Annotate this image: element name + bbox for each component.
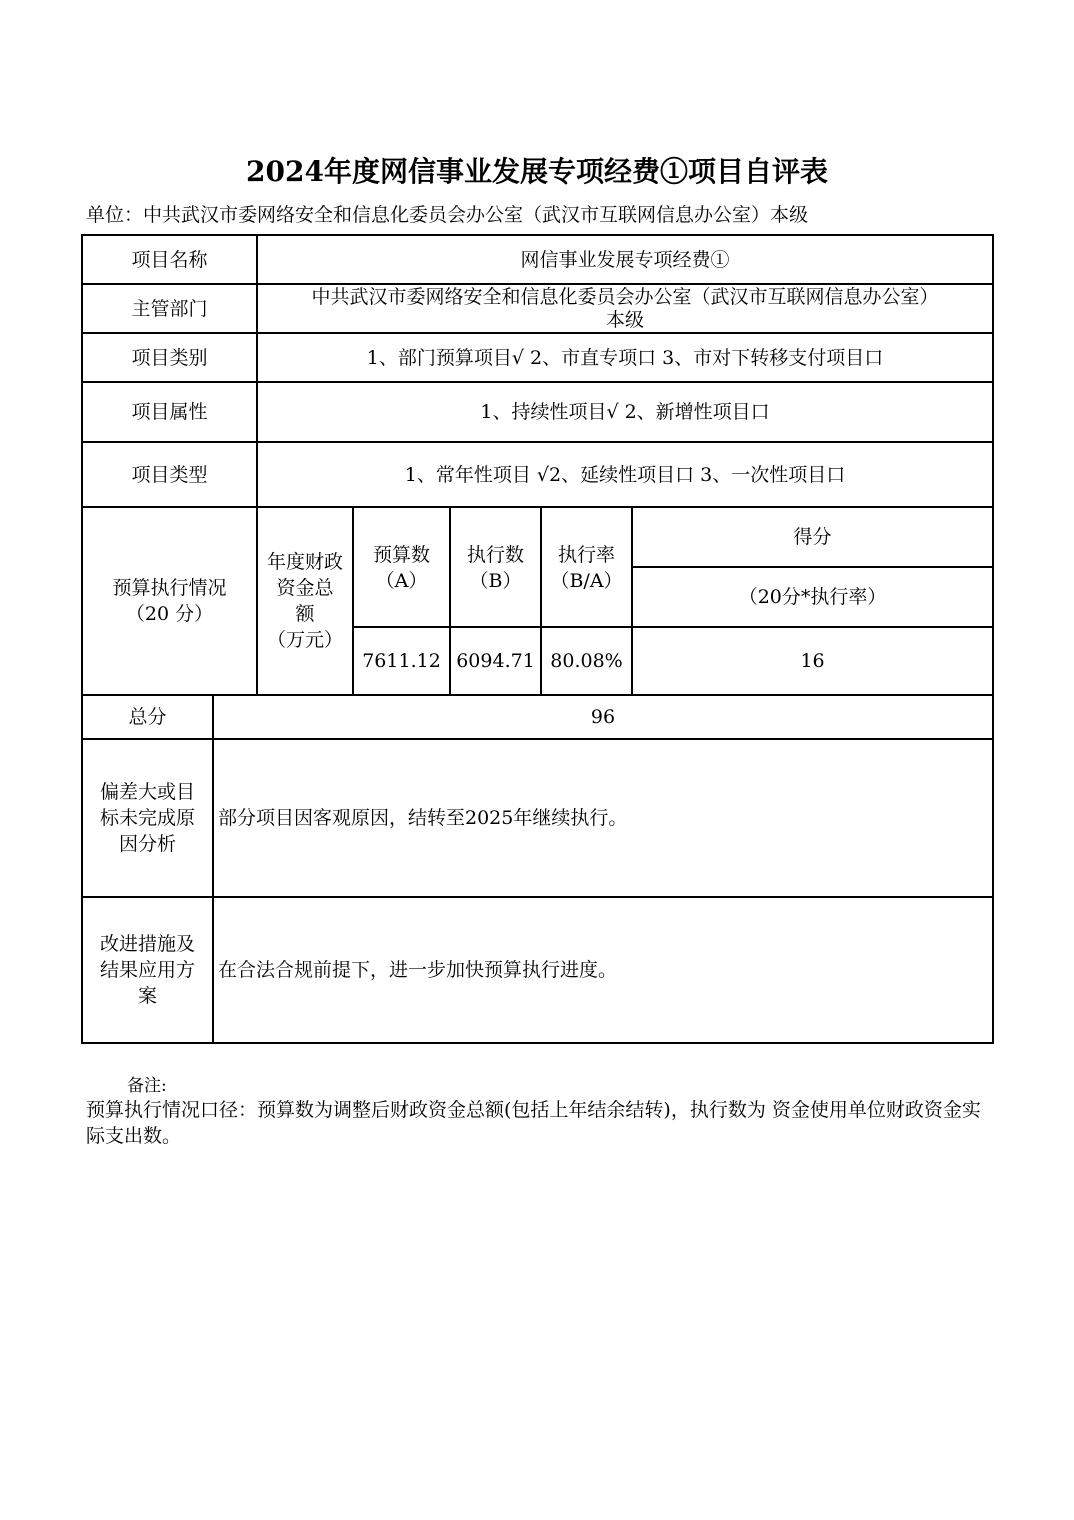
rate-value: 80.08%	[541, 627, 632, 695]
note-text: 预算执行情况口径：预算数为调整后财政资金总额(包括上年结余结转)，执行数为 资金使用单位财政资金实际支出数。	[86, 1099, 981, 1147]
total-value: 96	[213, 695, 993, 739]
department-label: 主管部门	[82, 284, 257, 333]
row-improvement	[82, 897, 993, 1043]
improvement-label	[82, 897, 213, 1043]
attribute-value: 1、持续性项目√ 2、新增性项目口	[257, 382, 993, 442]
rate-header	[541, 507, 632, 627]
evaluation-table	[81, 234, 994, 1044]
type-value: 1、常年性项目 √2、延续性项目口 3、一次性项目口	[257, 442, 993, 507]
annual-label-line: 年度财政	[267, 551, 344, 573]
budget-header-sub: （A）	[375, 570, 428, 592]
category-label: 项目类别	[82, 333, 257, 382]
budget-label-line2: （20 分）	[125, 603, 214, 625]
exec-header-text: 执行数	[467, 544, 525, 566]
deviation-label-line: 偏差大或目	[99, 781, 195, 803]
improvement-label-line: 案	[137, 985, 157, 1007]
type-label: 项目类型	[82, 442, 257, 507]
deviation-value: 部分项目因客观原因，结转至2025年继续执行。	[213, 739, 993, 897]
improvement-value: 在合法合规前提下，进一步加快预算执行进度。	[213, 897, 993, 1043]
improvement-label-line: 改进措施及	[99, 933, 195, 955]
department-value-line2: 本级	[606, 308, 645, 331]
department-value	[257, 284, 993, 333]
exec-header-sub: （B）	[469, 570, 522, 592]
budget-header	[353, 507, 450, 627]
category-value: 1、部门预算项目√ 2、市直专项口 3、市对下转移支付项目口	[257, 333, 993, 382]
annual-label-line: 额	[295, 603, 315, 625]
exec-value: 6094.71	[450, 627, 541, 695]
row-category	[82, 333, 993, 382]
row-project-name	[82, 235, 993, 284]
improvement-label-line: 结果应用方	[99, 959, 195, 981]
unit-line: 单位：中共武汉市委网络安全和信息化委员会办公室（武汉市互联网信息办公室）本级	[86, 204, 809, 226]
project-name-value: 网信事业发展专项经费①	[257, 235, 993, 284]
total-label: 总分	[82, 695, 213, 739]
annual-label-line: 资金总	[276, 577, 334, 599]
budget-header-text: 预算数	[373, 544, 431, 566]
annual-label-line: （万元）	[267, 629, 344, 651]
department-value-line1: 中共武汉市委网络安全和信息化委员会办公室（武汉市互联网信息办公室）	[311, 285, 939, 308]
score-header: 得分	[632, 507, 993, 567]
score-formula: （20分*执行率）	[632, 567, 993, 627]
row-department	[82, 284, 993, 333]
deviation-label-line: 因分析	[118, 833, 176, 855]
budget-value: 7611.12	[353, 627, 450, 695]
budget-label-line1: 预算执行情况	[112, 577, 227, 599]
page-title: 2024年度网信事业发展专项经费①项目自评表	[246, 155, 828, 188]
project-name-label: 项目名称	[82, 235, 257, 284]
budget-section-label	[82, 507, 257, 695]
score-value: 16	[632, 627, 993, 695]
rate-header-sub: （B/A）	[550, 570, 623, 592]
row-attribute	[82, 382, 993, 442]
deviation-label-line: 标未完成原	[99, 807, 195, 829]
row-budget-header	[82, 507, 993, 567]
row-type	[82, 442, 993, 507]
row-total	[82, 695, 993, 739]
row-deviation	[82, 739, 993, 897]
deviation-label	[82, 739, 213, 897]
note-label: 备注:	[127, 1076, 167, 1096]
rate-header-text: 执行率	[558, 544, 616, 566]
annual-funds-label	[257, 507, 353, 695]
attribute-label: 项目属性	[82, 382, 257, 442]
exec-header	[450, 507, 541, 627]
